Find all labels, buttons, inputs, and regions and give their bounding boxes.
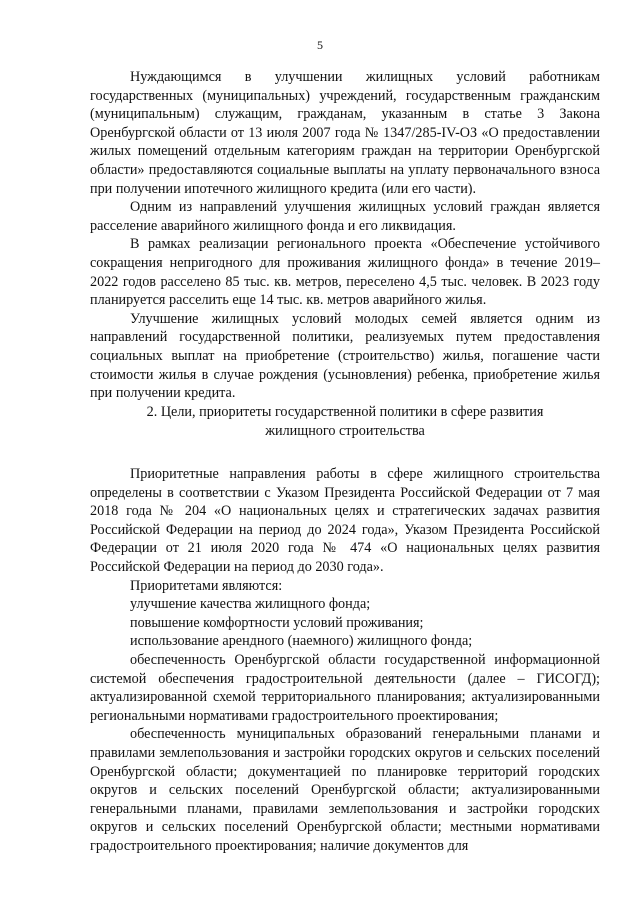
section-heading (90, 403, 600, 440)
paragraph-regional-project: В рамках реализации регионального проекта «Обеспечение устойчивого сокращения непригодного для проживания жилищного фонда» в течение 2019–2022 годов расселено 85 тыс. кв. метров, переселено 4,5 тыс. человек. В 2023 году планируется расселить еще 14 тыс. кв. метров аварийного жилья. (90, 236, 600, 309)
paragraph-priority-directions: Приоритетные направления работы в сфере жилищного строительства определены в соответствии с Указом Президента Российской Федерации от 7 мая 2018 года № 204 «О национальных целях и стратегических задачах развития Российской Федерации на период до 2024 года», Указом Президента Российской Федерации от 21 июля 2020 года № 474 «О национальных целях развития Российской Федерации на период до 2030 года». (90, 466, 600, 575)
list-item-comfort: повышение комфортности условий проживания; (130, 614, 424, 631)
section-heading-line-1: 2. Цели, приоритеты государственной политики в сфере развития (146, 404, 544, 420)
list-item-gisogd: обеспеченность Оренбургской области государственной информационной системой обеспечения градостроительной деятельности (далее – ГИСОГД); актуализированной схемой территориального планирования; актуализированными региональными нормативами градостроительного проектирования; (90, 651, 600, 724)
list-item-rental: использование арендного (наемного) жилищного фонда; (130, 633, 473, 650)
paragraph-young-families: Улучшение жилищных условий молодых семей является одним из направлений государственной политики, реализуемых путем предоставления социальных выплат на приобретение (строительство) жилья, погашение части стоимости жилья в случае рождения (усыновления) ребенка, приобретение жилья при получении кредита. (90, 310, 600, 402)
paragraph-emergency-housing: Одним из направлений улучшения жилищных условий граждан является расселение аварийного жилищного фонда и его ликвидация. (90, 199, 600, 234)
intro-text (90, 68, 600, 403)
paragraph-social-payments: Нуждающимся в улучшении жилищных условий работникам государственных (муниципальных) учреждений, государственным гражданским (муниципальным) служащим, гражданам, указанным в статье 3 Закона Оренбургской области от 13 июля 2007 года № 1347/285-IV-ОЗ «О предоставлении жилых помещений отдельным категориям граждан на территории Оренбургской области» предоставляются социальные выплаты на уплату первоначального взноса при получении ипотечного жилищного кредита (или его части). (90, 69, 600, 197)
list-item-municipal-plans: обеспеченность муниципальных образований генеральными планами и правилами землепользования и застройки городских округов и сельских поселений Оренбургской области; документацией по планировке территорий городских округов и сельских поселений Оренбургской области; актуализированными генеральными планами, правилами землепользования и застройки городских округов и сельских поселений Оренбургской области; местными нормативами градостроительного проектирования; наличие документов для (90, 726, 600, 854)
paragraph-priorities-intro: Приоритетами являются: (130, 577, 283, 594)
section-heading-line-2: жилищного строительства (265, 422, 425, 439)
list-item-quality: улучшение качества жилищного фонда; (130, 596, 371, 613)
section-text (90, 465, 600, 855)
page-number: 5 (317, 38, 323, 52)
